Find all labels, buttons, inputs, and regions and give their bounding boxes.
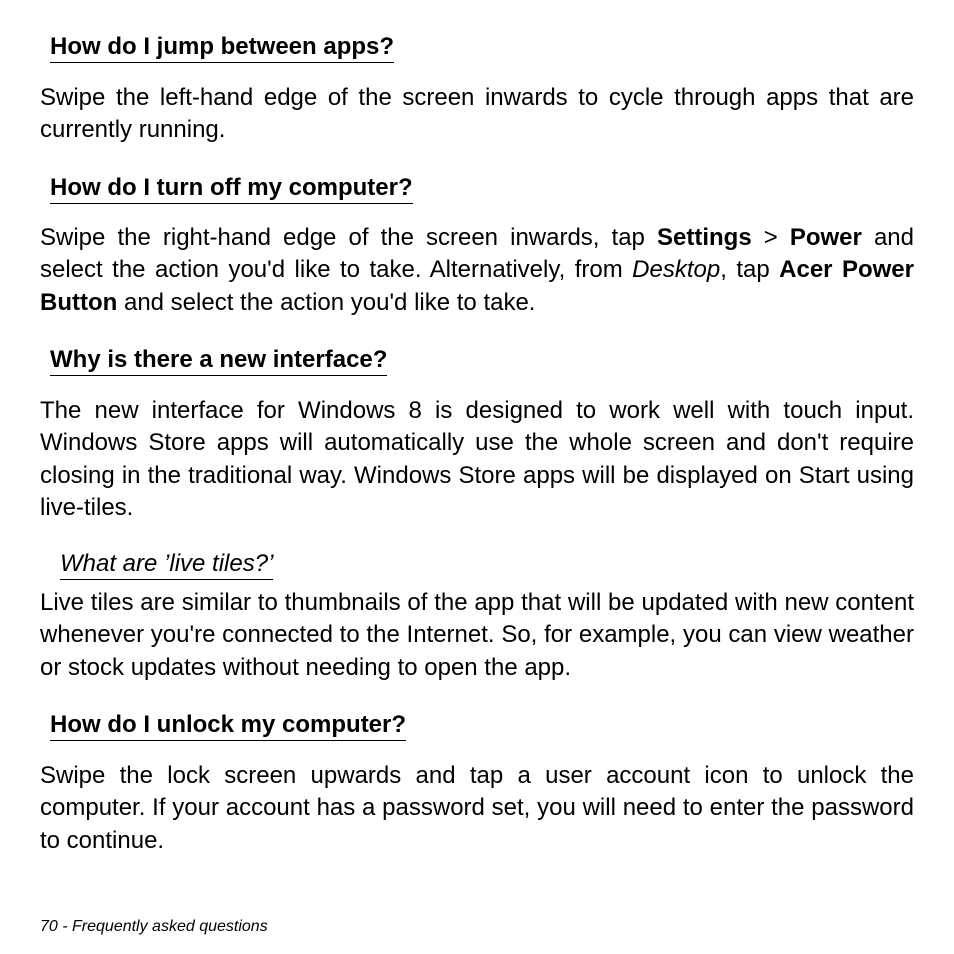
- paragraph-live-tiles: Live tiles are similar to thumbnails of the app that will be updated with new content whenever you're connected to the Internet. So, for example, you can view weather or stock updates without needing to open the app.: [40, 589, 914, 681]
- paragraph-jump-between-apps: Swipe the left-hand edge of the screen inwards to cycle through apps that are currently running.: [40, 84, 914, 144]
- text-run: >: [751, 224, 790, 251]
- acer-power-button-term: Acer Power Button: [40, 256, 914, 316]
- power-term: Power: [789, 224, 862, 251]
- text-run: and select the action you'd like to take. Alternatively, from: [40, 224, 914, 284]
- paragraph-unlock-computer: Swipe the lock screen upwards and tap a user account icon to unlock the computer. If your account has a password set, you will need to enter the password to continue.: [40, 762, 914, 854]
- heading-turn-off-computer: How do I turn off my computer?: [50, 174, 413, 204]
- desktop-term: Desktop: [632, 256, 721, 284]
- page-footer: 70 - Frequently asked questions: [40, 918, 268, 935]
- heading-jump-between-apps: How do I jump between apps?: [50, 33, 394, 63]
- text-run: and select the action you'd like to take.: [117, 288, 536, 316]
- settings-term: Settings: [656, 224, 752, 251]
- paragraph-turn-off-computer: [40, 222, 914, 319]
- paragraph-new-interface: The new interface for Windows 8 is designed to work well with touch input. Windows Store apps will automatically use the whole screen and don't require closing in the traditional way. Windows Store apps will be displayed on Start using live-tiles.: [40, 397, 914, 521]
- heading-unlock-computer: How do I unlock my computer?: [50, 711, 406, 741]
- text-run: , tap: [720, 256, 780, 284]
- subheading-live-tiles: What are ’live tiles?’: [60, 550, 273, 580]
- heading-new-interface: Why is there a new interface?: [50, 346, 387, 376]
- text-run: Swipe the right-hand edge of the screen inwards, tap: [40, 224, 657, 251]
